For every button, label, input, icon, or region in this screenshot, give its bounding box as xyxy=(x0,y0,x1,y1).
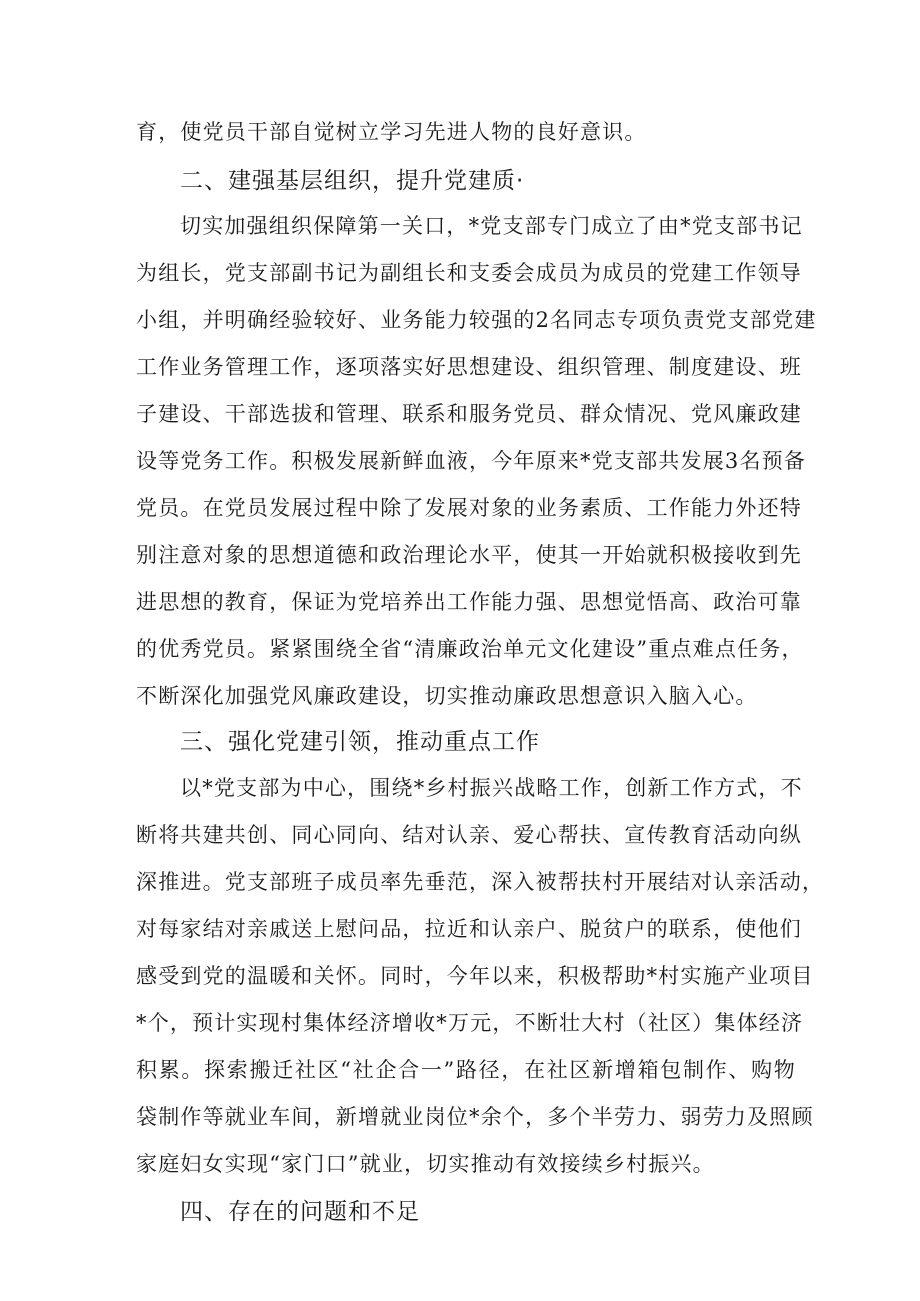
section-heading-3: 三、强化党建引领，推动重点工作 xyxy=(180,729,540,755)
paragraph-line: 对每家结对亲戚送上慰问品，拉近和认亲户、脱贫户的联系，使他们 xyxy=(136,917,802,941)
paragraph-line: 子建设、干部选拔和管理、联系和服务党员、群众情况、党风廉政建 xyxy=(136,402,802,426)
paragraph-line: 设等党务工作。积极发展新鲜血液，今年原来*党支部共发展3名预备 xyxy=(136,449,807,473)
paragraph-line: 别注意对象的思想道德和政治理论水平，使其一开始就积极接收到先 xyxy=(136,543,802,567)
section-heading-4: 四、存在的问题和不足 xyxy=(180,1199,420,1225)
paragraph-line: 积累。探索搬迁社区“社企合一”路径，在社区新增箱包制作、购物 xyxy=(136,1058,796,1082)
paragraph-line: 进思想的教育，保证为党培养出工作能力强、思想觉悟高、政治可靠 xyxy=(136,590,802,614)
paragraph-line: 深推进。党支部班子成员率先垂范，深入被帮扶村开展结对认亲活动， xyxy=(136,870,825,894)
paragraph-line: 切实加强组织保障第一关口，*党支部专门成立了由*党支部书记 xyxy=(180,214,803,238)
paragraph-line: 小组，并明确经验较好、业务能力较强的2名同志专项负责党支部党建 xyxy=(136,308,817,332)
paragraph-line: *个，预计实现村集体经济增收*万元，不断壮大村（社区）集体经济 xyxy=(136,1011,804,1035)
paragraph-line: 不断深化加强党风廉政建设，切实推动廉政思想意识入脑入心。 xyxy=(136,684,758,708)
paragraph-line: 感受到党的温暖和关怀。同时，今年以来，积极帮助*村实施产业项目 xyxy=(136,964,814,988)
paragraph-line: 的优秀党员。紧紧围绕全省“清廉政治单元文化建设”重点难点任务， xyxy=(136,637,804,661)
paragraph-line: 党员。在党员发展过程中除了发展对象的业务素质、工作能力外还特 xyxy=(136,496,802,520)
paragraph-line: 工作业务管理工作，逐项落实好思想建设、组织管理、制度建设、班 xyxy=(136,355,802,379)
paragraph-line: 以*党支部为中心，围绕*乡村振兴战略工作，创新工作方式，不 xyxy=(180,776,803,800)
paragraph-line: 断将共建共创、同心同向、结对认亲、爱心帮扶、宣传教育活动向纵 xyxy=(136,823,802,847)
paragraph-line: 袋制作等就业车间，新增就业岗位*余个，多个半劳力、弱劳力及照顾 xyxy=(136,1105,814,1129)
paragraph-line: 育，使党员干部自觉树立学习先进人物的良好意识。 xyxy=(136,120,647,144)
paragraph-line: 为组长，党支部副书记为副组长和支委会成员为成员的党建工作领导 xyxy=(136,261,802,285)
paragraph-line: 家庭妇女实现“家门口”就业，切实推动有效接续乡村振兴。 xyxy=(136,1152,715,1176)
section-heading-2: 二、建强基层组织，提升党建质· xyxy=(180,168,525,194)
